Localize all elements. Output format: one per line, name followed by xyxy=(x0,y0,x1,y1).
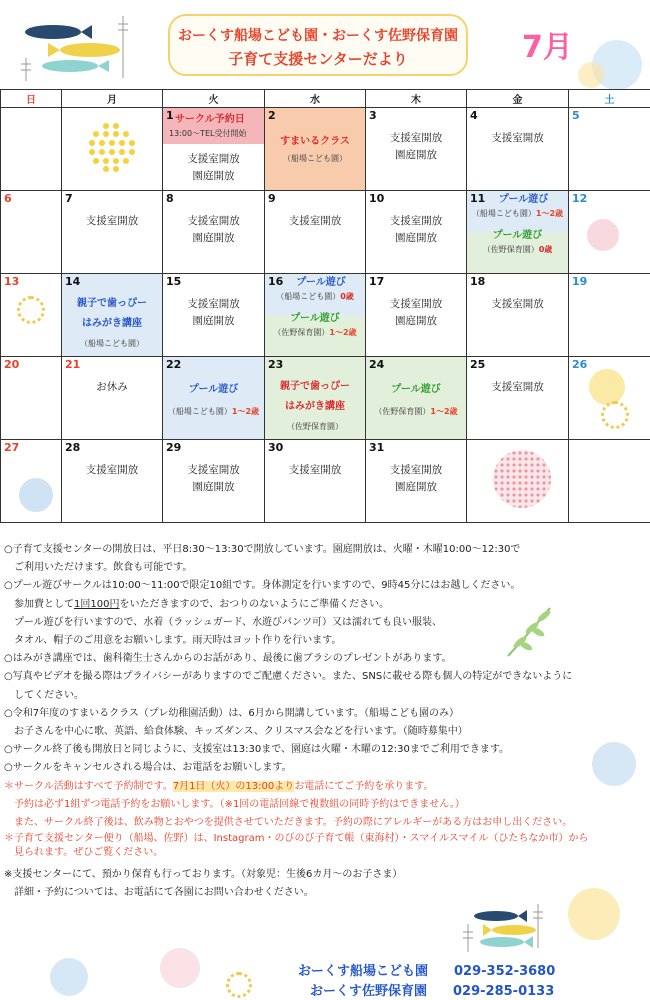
day-cell-23 xyxy=(265,357,366,440)
weekday-wed: 水 xyxy=(265,90,366,108)
event-title: プール遊び xyxy=(290,313,340,324)
calendar-week xyxy=(1,191,650,274)
weekday-sat: 土 xyxy=(569,90,650,108)
blue-circle-icon xyxy=(19,478,53,512)
event-detail xyxy=(265,290,365,304)
note-line: ※支援センターにて、預かり保育も行っております。（対象児：生後6カ月～のお子さま） xyxy=(4,869,403,881)
day-cell-13 xyxy=(1,274,62,357)
day-number: 2 xyxy=(268,109,276,122)
event-place: （船場こども園） xyxy=(471,209,536,218)
dots-illustration-icon xyxy=(84,120,144,180)
event-title: プール遊び xyxy=(391,384,441,395)
note-text: お電話にてご予約を承ります。 xyxy=(294,780,434,792)
day-cell-20 xyxy=(1,357,62,440)
event-detail xyxy=(467,243,568,257)
day-number: 26 xyxy=(572,358,588,371)
day-cell-8 xyxy=(163,191,265,274)
title-box xyxy=(168,14,468,76)
day-number: 19 xyxy=(572,275,588,288)
day-number: 11 xyxy=(470,192,486,205)
day-cell-2 xyxy=(265,108,366,191)
event-age: 1～2歳 xyxy=(535,209,564,218)
event-title: 親子で歯っぴー xyxy=(280,381,350,392)
calendar-table xyxy=(0,89,650,523)
day-cell-26 xyxy=(569,357,650,440)
day-cell-18 xyxy=(467,274,569,357)
note-line: ○子育て支援センターの開放日は、平日8:30～13:30で開放しています。園庭開放は、火曜・木曜10:00～12:30で xyxy=(4,544,521,555)
note-line: ○サークル終了後も開放日と同じように、支援室は13:30まで、園庭は火曜・木曜の12:30までご利用できます。 xyxy=(4,744,510,756)
day-number: 5 xyxy=(572,109,580,122)
day-cell-5 xyxy=(569,108,650,191)
cell-line: 園庭開放 xyxy=(192,232,235,244)
reservation-title: サークル予約日 xyxy=(175,114,245,125)
weekday-fri: 金 xyxy=(467,90,569,108)
day-cell-30 xyxy=(265,440,366,523)
event-detail xyxy=(366,401,466,423)
cell-line: お休み xyxy=(96,381,128,393)
weekday-header-row xyxy=(1,90,650,108)
cell-line: 支援室開放 xyxy=(288,215,342,227)
note-line: タオル、帽子のご用意をお願いします。雨天時はヨット作りを行います。 xyxy=(4,635,342,647)
day-cell-29 xyxy=(163,440,265,523)
day-number: 24 xyxy=(369,358,385,371)
calendar-week xyxy=(1,440,650,523)
event-age: 1～2歳 xyxy=(430,407,458,416)
weekday-sun: 日 xyxy=(1,90,62,108)
cell-line: 支援室開放 xyxy=(491,298,544,310)
yellow-ring-icon xyxy=(17,296,45,324)
day-number: 7 xyxy=(65,192,73,205)
event-detail xyxy=(467,207,568,221)
day-cell-15 xyxy=(163,274,265,357)
day-cell-empty xyxy=(467,440,569,523)
cell-line: 園庭開放 xyxy=(192,170,235,182)
decoration-circle-icon xyxy=(568,888,620,940)
day-cell-12 xyxy=(569,191,650,274)
day-number: 29 xyxy=(166,441,182,454)
note-line: ○プール遊びサークルは10:00～11:00で限定10組です。身体測定を行いますので、9時45分にはお越しください。 xyxy=(4,580,521,592)
cell-line: 支援室開放 xyxy=(85,464,139,476)
cell-line: 園庭開放 xyxy=(395,232,437,244)
note-line: ○サークルをキャンセルされる場合は、お電話をお願いします。 xyxy=(4,762,292,774)
note-line: 詳細・予約については、お電話にて各園にお問い合わせください。 xyxy=(4,887,314,899)
calendar-week xyxy=(1,274,650,357)
cell-line: 支援室開放 xyxy=(187,464,240,476)
day-cell-14 xyxy=(62,274,163,357)
event-place: （佐野保育園） xyxy=(482,245,539,254)
decoration-circle-icon xyxy=(592,742,636,786)
event-detail xyxy=(265,326,365,340)
cell-line: 園庭開放 xyxy=(395,149,437,161)
day-number: 14 xyxy=(65,275,81,288)
cell-line: 支援室開放 xyxy=(288,464,342,476)
cell-line: 支援室開放 xyxy=(389,298,443,310)
day-cell-4 xyxy=(467,108,569,191)
decoration-circle-icon xyxy=(578,62,604,88)
note-line: お子さんを中心に歌、英語、給食体験、キッズダンス、クリスマス会などを行います。（随時募集中） xyxy=(4,726,468,738)
day-cell-22 xyxy=(163,357,265,440)
event-place: （佐野保育園） xyxy=(287,422,343,431)
note-text: ＊サークル活動はすべて予約制です。 xyxy=(4,780,173,792)
reservation-time: 13:00～TEL受付開始 xyxy=(169,129,247,138)
day-number: 4 xyxy=(470,109,478,122)
note-line: 予約は必ず1組ずつ電話予約をお願いします。（※1回の電話回線で複数組の同時予約はできません。） xyxy=(4,798,465,810)
event-detail xyxy=(163,401,264,423)
day-cell-empty xyxy=(569,440,650,523)
day-number: 17 xyxy=(369,275,385,288)
title-line2: 子育て支援センターだより xyxy=(228,50,408,68)
fish-illustration-icon xyxy=(458,900,568,960)
note-line: 見られます。ぜひご覧ください。 xyxy=(4,847,164,859)
event-age: 0歳 xyxy=(538,245,553,254)
day-number: 10 xyxy=(369,192,385,205)
event-place: （船場こども園） xyxy=(80,339,144,348)
note-line: してください。 xyxy=(4,689,84,701)
day-number: 30 xyxy=(268,441,284,454)
cell-line: 支援室開放 xyxy=(389,132,443,144)
day-cell-11 xyxy=(467,191,569,274)
decoration-circle-icon xyxy=(160,948,200,988)
event-age: 0歳 xyxy=(340,292,354,301)
notes-section xyxy=(4,541,646,903)
cell-line: 支援室開放 xyxy=(491,132,544,144)
day-number: 13 xyxy=(4,275,20,288)
cell-line: 支援室開放 xyxy=(389,215,443,227)
weekday-mon: 月 xyxy=(62,90,163,108)
event-place: （船場こども園） xyxy=(167,407,232,416)
day-number: 9 xyxy=(268,192,276,205)
pink-dotted-circle-icon xyxy=(493,450,551,508)
cell-line: 支援室開放 xyxy=(187,298,240,310)
event-place: （佐野保育園） xyxy=(273,328,330,337)
day-cell-empty xyxy=(62,108,163,191)
pink-circle-icon xyxy=(587,219,619,251)
cell-line: 園庭開放 xyxy=(395,315,437,327)
cell-line: 支援室開放 xyxy=(187,153,240,165)
day-number: 1 xyxy=(166,109,174,122)
day-number: 22 xyxy=(166,358,182,371)
title-line1: おーくす船場こども園・おーくす佐野保育園 xyxy=(178,28,458,44)
cell-line: 支援室開放 xyxy=(389,464,443,476)
cell-line: 園庭開放 xyxy=(192,481,235,493)
day-number: 21 xyxy=(65,358,81,371)
footer-sano-phone: おーくす佐野保育園 029-285-0133 xyxy=(310,984,555,999)
event-title: プール遊び xyxy=(296,277,346,288)
reservation-bar xyxy=(163,108,264,144)
header xyxy=(0,0,650,88)
day-cell-17 xyxy=(366,274,467,357)
note-line: ＊子育て支援センター便り（船場、佐野）は、Instagram・のびのび子育て帳（東海村）・スマイルスマイル（ひたちなか市）から xyxy=(4,833,589,845)
note-text: をいただきますので、おつりのないようにご準備ください。 xyxy=(119,598,390,610)
note-line xyxy=(4,778,646,796)
cell-line: 園庭開放 xyxy=(395,481,437,493)
event-title: プール遊び xyxy=(492,230,543,241)
event-place: （佐野保育園） xyxy=(374,407,431,416)
month-label: 7月 xyxy=(522,30,573,65)
yellow-ring-icon xyxy=(601,401,629,429)
day-cell-27 xyxy=(1,440,62,523)
day-number: 27 xyxy=(4,441,20,454)
yellow-circle-icon xyxy=(589,369,625,405)
note-text: 参加費として xyxy=(4,598,74,610)
event-title: すまいるクラス xyxy=(280,136,350,147)
day-cell-16 xyxy=(265,274,366,357)
day-cell-1 xyxy=(163,108,265,191)
note-line: ご利用いただけます。飲食も可能です。 xyxy=(4,562,193,574)
day-cell-7 xyxy=(62,191,163,274)
note-highlight: 7月1日（火）の13:00より xyxy=(172,780,295,792)
event-title: プール遊び xyxy=(498,194,549,205)
day-cell-9 xyxy=(265,191,366,274)
cell-line: 支援室開放 xyxy=(491,381,544,393)
fish-illustration-icon xyxy=(8,6,148,86)
day-cell-24 xyxy=(366,357,467,440)
leaf-branch-icon xyxy=(500,602,560,662)
event-place: （船場こども園） xyxy=(276,292,341,301)
weekday-tue: 火 xyxy=(163,90,265,108)
footer-senba-phone: おーくす船場こども園 029-352-3680 xyxy=(298,964,556,979)
day-cell-empty xyxy=(1,108,62,191)
note-fee: 1回100円 xyxy=(74,598,120,610)
day-cell-28 xyxy=(62,440,163,523)
day-cell-19 xyxy=(569,274,650,357)
cell-line: 支援室開放 xyxy=(187,215,240,227)
calendar-week xyxy=(1,357,650,440)
day-cell-10 xyxy=(366,191,467,274)
day-number: 3 xyxy=(369,109,377,122)
day-cell-6 xyxy=(1,191,62,274)
note-line: ○はみがき講座では、歯科衛生士さんからのお話があり、最後に歯ブラシのプレゼントがあります。 xyxy=(4,653,452,665)
note-line: ○写真やビデオを撮る際はプライバシーがありますのでご配慮ください。また、SNSに載せる際も個人の特定ができないように xyxy=(4,671,573,683)
day-cell-3 xyxy=(366,108,467,191)
day-number: 15 xyxy=(166,275,182,288)
day-cell-21 xyxy=(62,357,163,440)
day-number: 25 xyxy=(470,358,486,371)
event-age: 1～2歳 xyxy=(329,328,357,337)
weekday-thu: 木 xyxy=(366,90,467,108)
day-number: 12 xyxy=(572,192,588,205)
cell-line: 園庭開放 xyxy=(192,315,235,327)
decoration-circle-icon xyxy=(226,972,252,998)
event-place: （船場こども園） xyxy=(283,154,347,163)
note-line: ○令和7年度のすまいるクラス（プレ幼稚園活動）は、6月から開講しています。（船場こども園のみ） xyxy=(4,707,459,719)
decoration-circle-icon xyxy=(50,958,88,996)
event-title: 親子で歯っぴー xyxy=(77,298,147,309)
day-number: 8 xyxy=(166,192,174,205)
day-number: 6 xyxy=(4,192,12,205)
day-number: 18 xyxy=(470,275,486,288)
day-number: 23 xyxy=(268,358,284,371)
day-number: 16 xyxy=(268,275,284,288)
day-number: 20 xyxy=(4,358,20,371)
note-line: また、サークル終了後は、飲み物とおやつを提供させていただきます。予約の際にアレルギーがある方はお申し出ください。 xyxy=(4,817,573,829)
calendar-week xyxy=(1,108,650,191)
event-title: はみがき講座 xyxy=(82,318,142,329)
day-cell-25 xyxy=(467,357,569,440)
day-number: 31 xyxy=(369,441,385,454)
day-cell-31 xyxy=(366,440,467,523)
cell-line: 支援室開放 xyxy=(85,215,139,227)
event-age: 1～2歳 xyxy=(231,407,260,416)
event-title: プール遊び xyxy=(188,384,239,395)
day-number: 28 xyxy=(65,441,81,454)
note-line: プール遊びを行いますので、水着（ラッシュガード、水遊びパンツ可）又は濡れても良い服装、 xyxy=(4,616,442,628)
event-title: はみがき講座 xyxy=(285,401,345,412)
